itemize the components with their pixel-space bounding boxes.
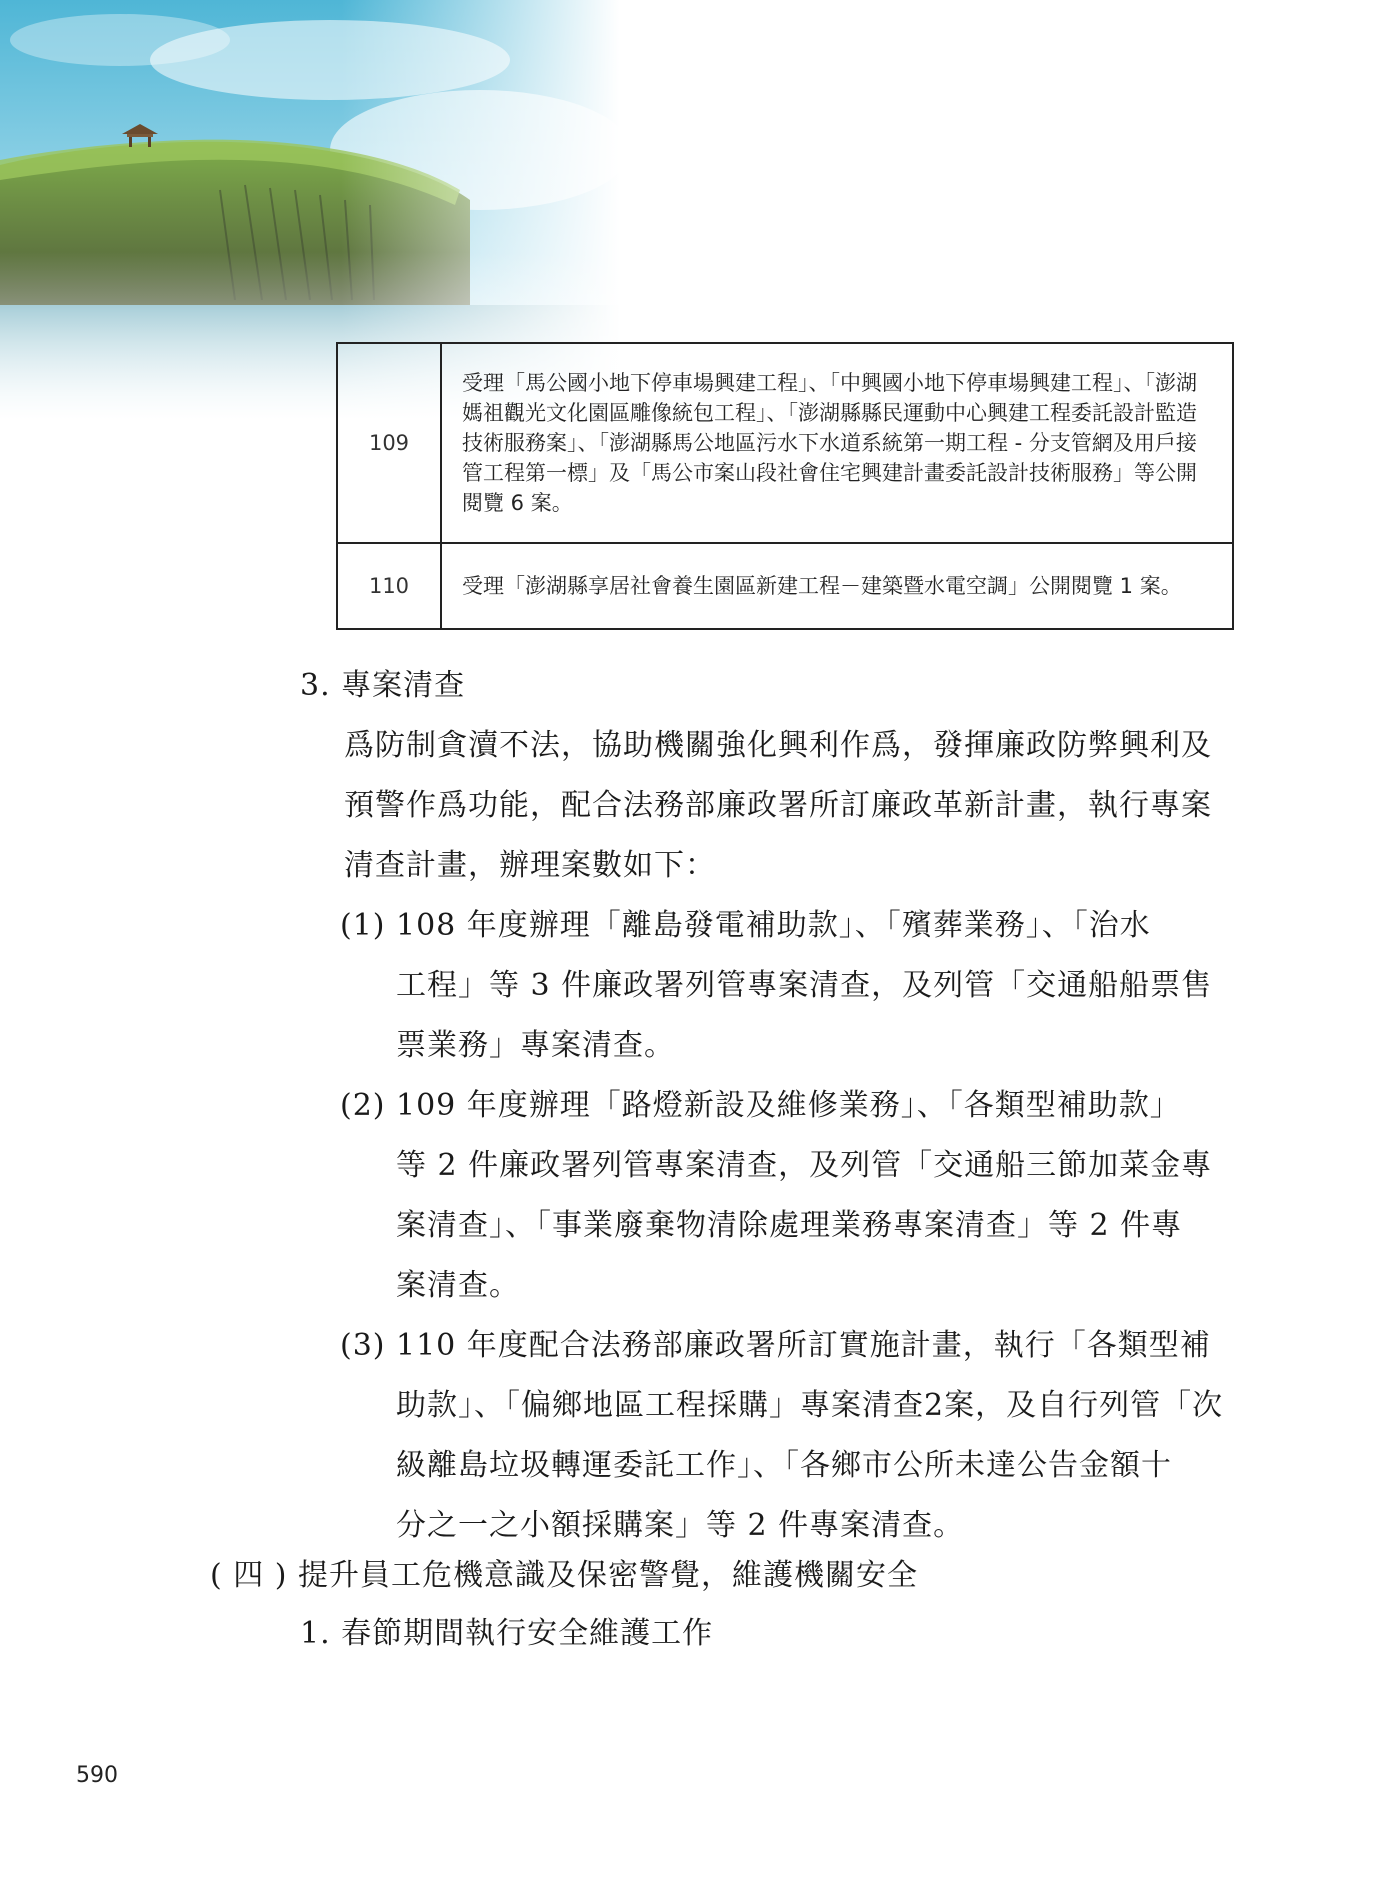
list-item-line: 案清查。 [396, 1268, 520, 1303]
list-item-line: 票業務」專案清查。 [396, 1028, 675, 1063]
table-row [337, 343, 1233, 543]
list-item-line: 分之一之小額採購案」等 2 件專案清查。 [396, 1508, 965, 1543]
list-item-line: 案清查」、「事業廢棄物清除處理業務專案清查」等 2 件專 [396, 1208, 1183, 1243]
section-3-heading: 3. 專案清查 [300, 668, 466, 703]
list-item [396, 896, 1212, 1076]
description-cell: 受理「馬公國小地下停車場興建工程」、「中興國小地下停車場興建工程」、「澎湖媽祖觀光文化園區雕像統包工程」、「澎湖縣縣民運動中心興建工程委託設計監造技術服務案」、「澎湖縣馬公地區污水下水道系統第一期工程 - 分支管網及用戶接管工程第一標」及「馬公市案山段社會住宅興建計畫委託設計技術服務」等公開閱覽 6 案。 [441, 343, 1233, 543]
year-cell: 110 [337, 543, 441, 629]
paragraph-line: 預警作爲功能，配合法務部廉政署所訂廉政革新計畫，執行專案 [344, 788, 1212, 823]
list-item-marker: (3) [340, 1328, 386, 1363]
list-item [396, 1076, 1212, 1316]
page-number: 590 [76, 1763, 118, 1788]
list-item-line: 助款」、「偏鄉地區工程採購」專案清查2案，及自行列管「次 [396, 1388, 1224, 1423]
list-item [396, 1316, 1223, 1556]
section-4-heading: ( 四 ) 提升員工危機意識及保密警覺，維護機關安全 [210, 1558, 919, 1593]
section-4-subheading: 1. 春節期間執行安全維護工作 [300, 1616, 714, 1651]
year-cell: 109 [337, 343, 441, 543]
paragraph-line: 爲防制貪瀆不法，協助機關強化興利作爲，發揮廉政防弊興利及 [344, 728, 1212, 763]
description-cell: 受理「澎湖縣享居社會養生園區新建工程－建築暨水電空調」公開閱覽 1 案。 [441, 543, 1233, 629]
section-3-intro [344, 716, 1212, 896]
list-item-line: 110 年度配合法務部廉政署所訂實施計畫，執行「各類型補 [396, 1328, 1211, 1363]
paragraph-line: 清查計畫，辦理案數如下： [344, 848, 716, 883]
list-item-line: 108 年度辦理「離島發電補助款」、「殯葬業務」、「治水 [396, 908, 1151, 943]
list-item-line: 工程」等 3 件廉政署列管專案清查，及列管「交通船船票售 [396, 968, 1213, 1003]
list-item-line: 等 2 件廉政署列管專案清查，及列管「交通船三節加菜金專 [396, 1148, 1213, 1183]
list-item-marker: (2) [340, 1088, 386, 1123]
table-row [337, 543, 1233, 629]
list-item-line: 109 年度辦理「路燈新設及維修業務」、「各類型補助款」 [396, 1088, 1181, 1123]
public-review-table [336, 342, 1234, 630]
list-item-line: 級離島垃圾轉運委託工作」、「各鄉市公所未達公告金額十 [396, 1448, 1172, 1483]
list-item-marker: (1) [340, 908, 386, 943]
